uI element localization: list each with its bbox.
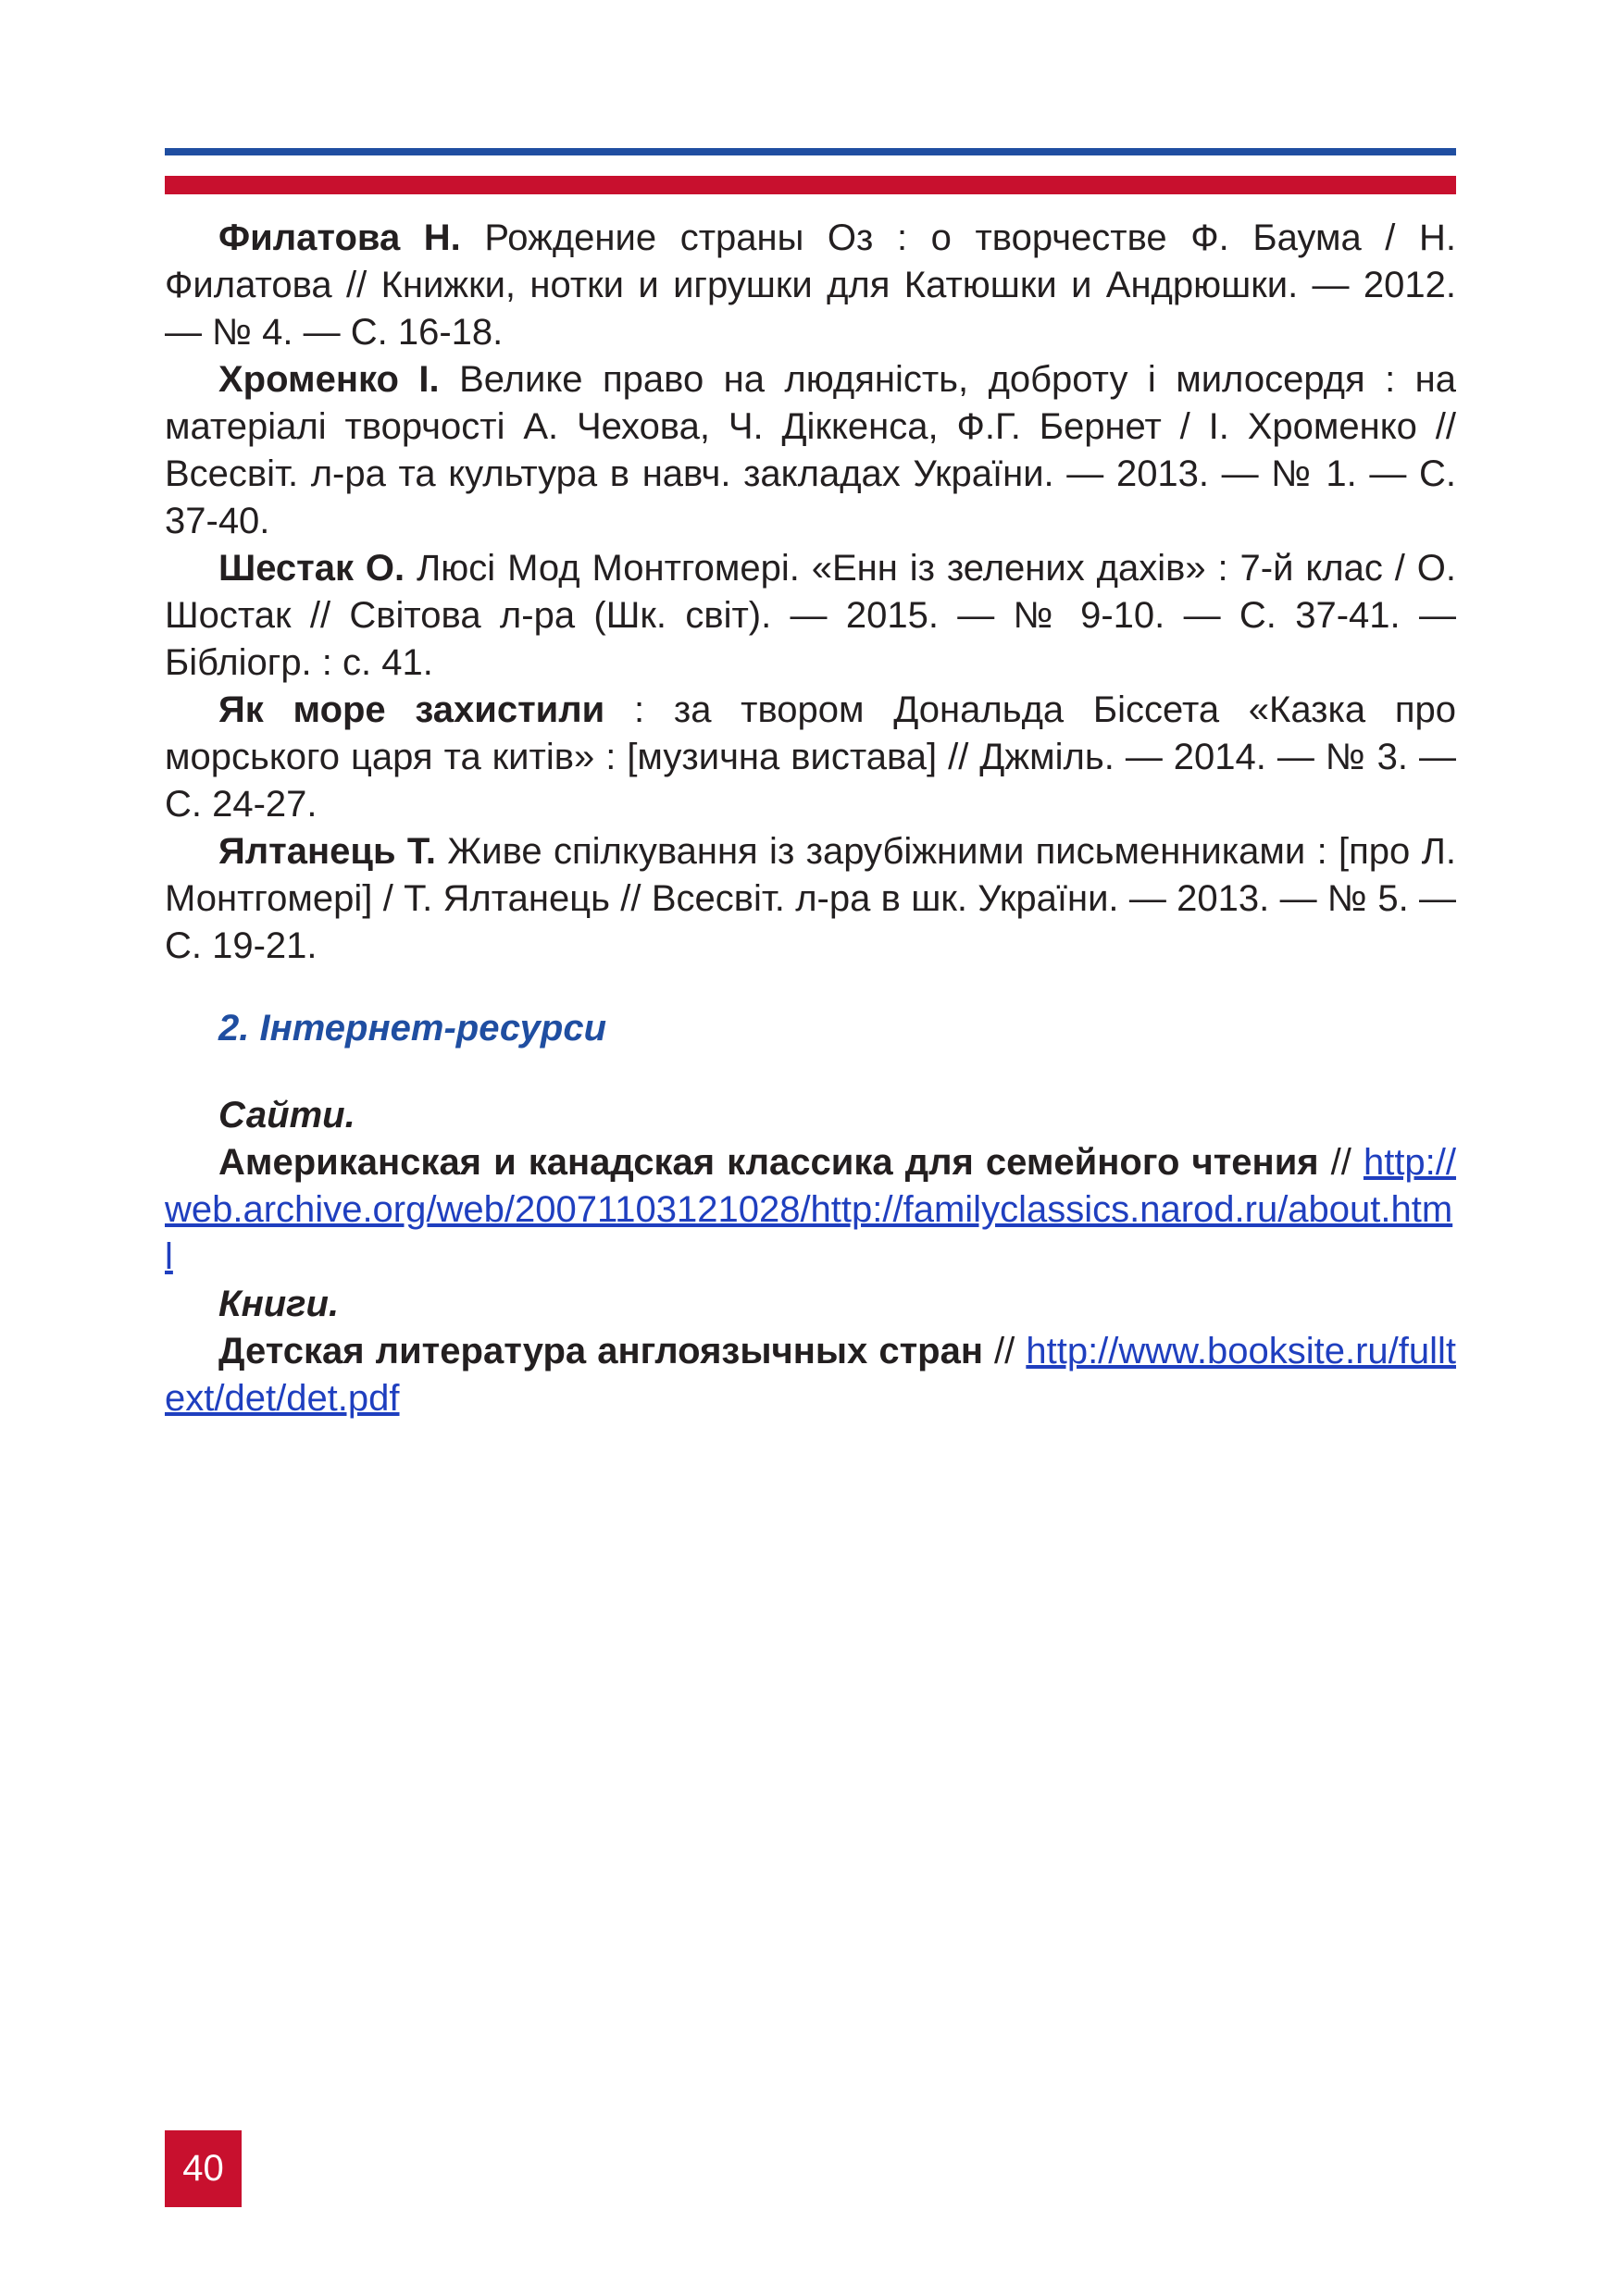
spacer [165,1052,1456,1092]
book-title: Детская литература англоязычных стран [218,1331,983,1371]
entry-author: Ялтанець Т. [218,831,436,872]
entry-author: Хроменко І. [218,359,440,400]
bibliography-entry [165,545,1456,687]
site-separator: // [1318,1142,1364,1183]
bibliography-entry [165,215,1456,356]
entry-text: Люсі Мод Монтгомері. «Енн із зелених дахів» : 7-й клас / О. Шостак // Світова л-ра (Шк. світ). — 2015. — № 9-10. — С. 37-41. — Бібліогр. : с. 41. [165,548,1457,683]
page-number-badge: 40 [165,2130,242,2207]
bibliography-entry [165,356,1456,545]
entry-text: Велике право на людяність, доброту і милосердя : на матеріалі творчості А. Чехова, Ч. Діккенса, Ф.Г. Бернет / І. Хроменко // Всесвіт. л-ра та культура в навч. закладах України. — 2013. — № 1. — С. 37-40. [165,359,1457,541]
entry-author: Як море захистили [218,689,605,730]
entry-author: Шестак О. [218,548,405,589]
section-heading: 2. Інтернет-ресурси [218,1008,607,1049]
entry-text: : за твором Дональда Біссета «Казка про морського царя та китів» : [музична вистава] // Джміль. — 2014. — № 3. — С. 24-27. [165,689,1456,825]
site-link[interactable]: http://web.archive.org/web/20071103121028/http://familyclassics.narod.ru/about.html [165,1142,1457,1277]
page-content [165,215,1456,1422]
header-red-stripe [165,176,1456,194]
books-label: Книги. [218,1284,340,1324]
sites-label: Сайти. [218,1095,355,1136]
bibliography-entry [165,687,1456,828]
book-link[interactable]: http://www.booksite.ru/fulltext/det/det.pdf [165,1331,1456,1419]
entry-author: Филатова Н. [218,217,461,258]
entry-text: Живе спілкування із зарубіжними письменниками : [про Л. Монтгомері] / Т. Ялтанець // Всесвіт. л-ра в шк. України. — 2013. — № 5. — С. 19-21. [165,831,1456,966]
site-entry [165,1139,1456,1281]
book-entry [165,1328,1456,1422]
book-separator: // [983,1331,1027,1371]
entry-text: Рождение страны Оз : о творчестве Ф. Баума / Н. Филатова // Книжки, нотки и игрушки для Катюшки и Андрюшки. — 2012. — № 4. — С. 16-18. [165,217,1456,353]
site-title: Американская и канадская классика для семейного чтения [218,1142,1319,1183]
header-blue-stripe [165,148,1456,155]
bibliography-entry [165,828,1456,970]
